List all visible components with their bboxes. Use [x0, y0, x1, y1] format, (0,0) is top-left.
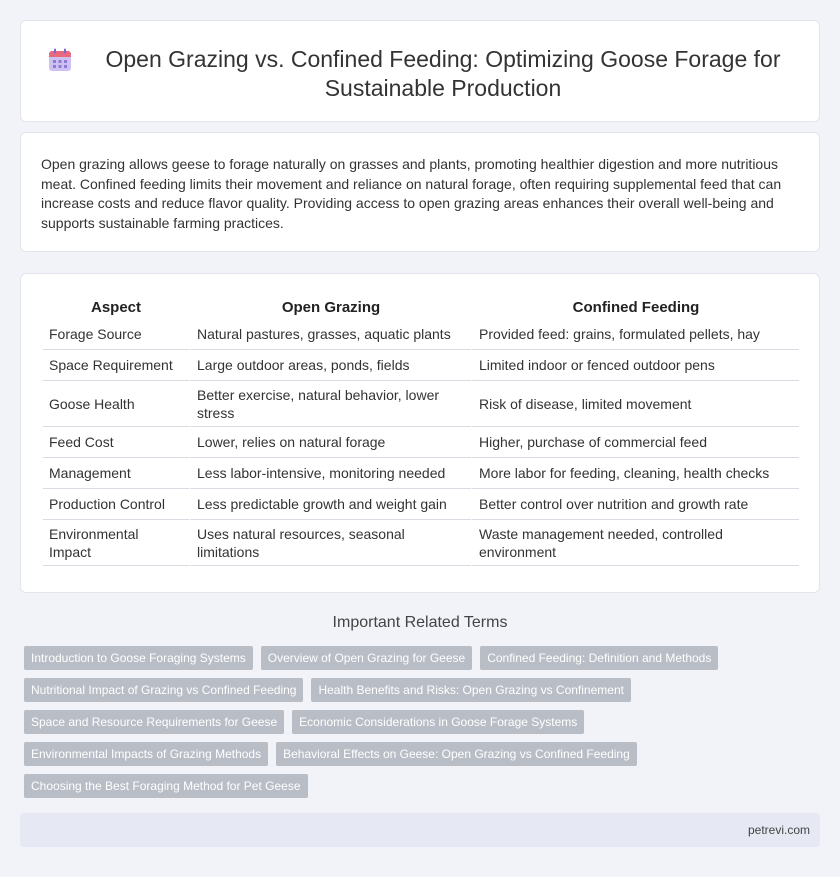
- table-cell: Lower, relies on natural forage: [189, 427, 471, 458]
- table-cell: Natural pastures, grasses, aquatic plants: [189, 319, 471, 350]
- related-term-chip[interactable]: Environmental Impacts of Grazing Methods: [24, 742, 268, 766]
- table-header-row: [43, 296, 799, 319]
- table-cell: Better exercise, natural behavior, lower stress: [189, 381, 471, 427]
- footer: [20, 813, 820, 847]
- table-row: [43, 319, 799, 350]
- table-cell: Risk of disease, limited movement: [471, 381, 799, 427]
- related-term-chip[interactable]: Nutritional Impact of Grazing vs Confined Feeding: [24, 678, 303, 702]
- table-cell: More labor for feeding, cleaning, health checks: [471, 458, 799, 489]
- table-cell: Better control over nutrition and growth rate: [471, 489, 799, 520]
- related-term-chip[interactable]: Choosing the Best Foraging Method for Pet Geese: [24, 774, 308, 798]
- table-cell: Feed Cost: [43, 427, 189, 458]
- table-cell: Large outdoor areas, ponds, fields: [189, 350, 471, 381]
- table-row: [43, 458, 799, 489]
- related-term-chip[interactable]: Confined Feeding: Definition and Methods: [480, 646, 718, 670]
- table-row: [43, 350, 799, 381]
- related-term-chip[interactable]: Health Benefits and Risks: Open Grazing vs Confinement: [311, 678, 630, 702]
- related-term-chip[interactable]: Economic Considerations in Goose Forage Systems: [292, 710, 584, 734]
- related-term-chip[interactable]: Space and Resource Requirements for Geese: [24, 710, 284, 734]
- table-cell: Goose Health: [43, 381, 189, 427]
- calendar-icon: [47, 47, 73, 73]
- related-term-chip[interactable]: Behavioral Effects on Geese: Open Grazing vs Confined Feeding: [276, 742, 637, 766]
- table-cell: Management: [43, 458, 189, 489]
- table-cell: Uses natural resources, seasonal limitations: [189, 520, 471, 566]
- table-cell: Limited indoor or fenced outdoor pens: [471, 350, 799, 381]
- header-aspect: Aspect: [90, 299, 142, 316]
- table-cell: Environmental Impact: [43, 520, 189, 566]
- table-cell: Higher, purchase of commercial feed: [471, 427, 799, 458]
- table-row: [43, 381, 799, 427]
- table-cell: Forage Source: [43, 319, 189, 350]
- table-cell: Space Requirement: [43, 350, 189, 381]
- table-cell: Less predictable growth and weight gain: [189, 489, 471, 520]
- intro-card: [20, 132, 820, 252]
- related-terms-list: [24, 646, 824, 806]
- page-title: Open Grazing vs. Confined Feeding: Optimizing Goose Forage for Sustainable Production: [105, 46, 781, 101]
- table-cell: Waste management needed, controlled environment: [471, 520, 799, 566]
- table-cell: Less labor-intensive, monitoring needed: [189, 458, 471, 489]
- table-cell: Production Control: [43, 489, 189, 520]
- related-terms-title: Important Related Terms: [332, 614, 508, 631]
- intro-paragraph: Open grazing allows geese to forage naturally on grasses and plants, promoting healthier digestion and more nutritious meat. Confined feeding limits their movement and reliance on natural forage, often requiring supplemental feed that can increase costs and reduce flavor quality. Providing access to open grazing areas enhances their overall well-being and supports sustainable farming practices.: [41, 156, 782, 231]
- related-term-chip[interactable]: Overview of Open Grazing for Geese: [261, 646, 472, 670]
- header-card: [20, 20, 820, 122]
- header-confined-feeding: Confined Feeding: [471, 296, 799, 319]
- related-term-chip[interactable]: Introduction to Goose Foraging Systems: [24, 646, 253, 670]
- footer-site-link[interactable]: petrevi.com: [747, 823, 810, 837]
- table-row: [43, 427, 799, 458]
- table-cell: Provided feed: grains, formulated pellets, hay: [471, 319, 799, 350]
- table-row: [43, 520, 799, 566]
- comparison-table-card: [20, 273, 820, 593]
- header-open-grazing: Open Grazing: [189, 296, 471, 319]
- comparison-table: [43, 296, 799, 566]
- table-row: [43, 489, 799, 520]
